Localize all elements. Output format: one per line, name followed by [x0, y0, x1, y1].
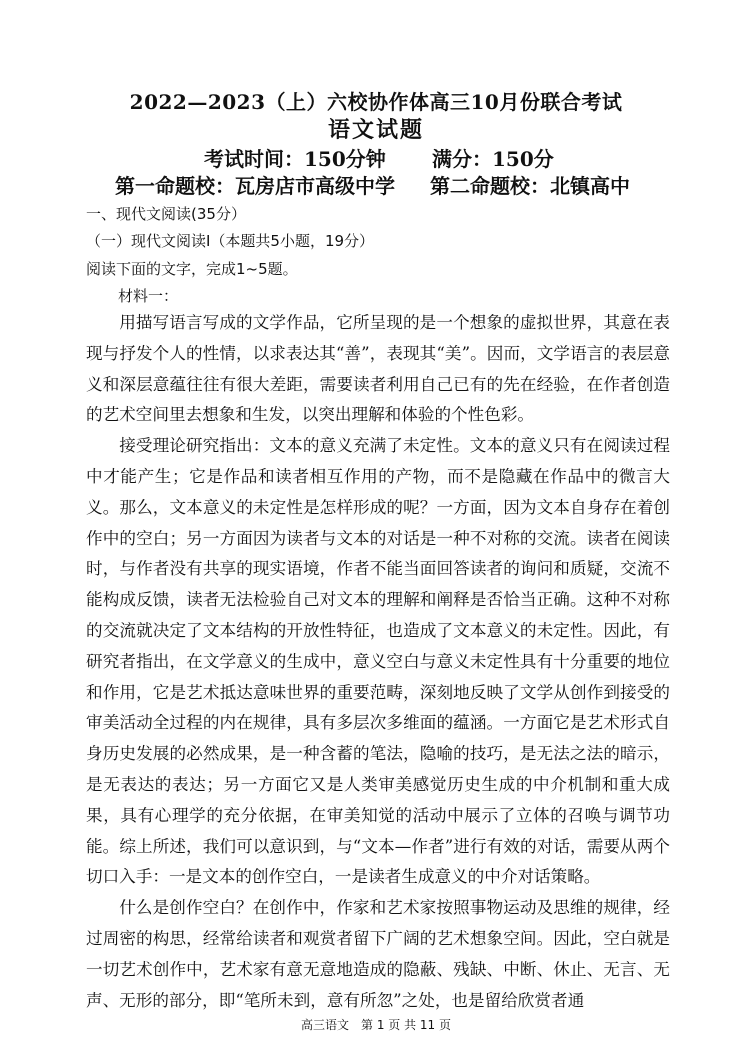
subject-title: 语文试题 — [327, 117, 424, 143]
material-label: 材料一： — [118, 287, 179, 305]
section-subheading: （一）现代文阅读Ⅰ（本题共5小题，19分） — [86, 232, 375, 250]
exam-title: 2022—2023（上）六校协作体高三10月份联合考试 — [129, 90, 623, 114]
paragraph: 接受理论研究指出：文本的意义充满了未定性。文本的意义只有在阅读过程中才能产生；它是作品和读者相互作用的产物，而不是隐藏在作品中的微言大义。那么，文本意义的未定性是怎样形成的呢？一方面，因为文本自身存在着创作中的空白；另一方面因为读者与文本的对话是一种不对称的交流。读者在阅读时，与作者没有共享的现实语境，作者不能当面回答读者的询问和质疑，交流不能构成反馈，读者无法检验自己对文本的理解和阐释是否恰当正确。这种不对称的交流就决定了文本结构的开放性特征，也造成了文本意义的未定性。因此，有研究者指出，在文学意义的生成中，意义空白与意义未定性具有十分重要的地位和作用，它是艺术抵达意味世界的重要范畴，深刻地反映了文学从创作到接受的审美活动全过程的内在规律，具有多层次多维面的蕴涵。一方面它是艺术形式自身历史发展的必然成果，是一种含蓄的笔法，隐喻的技巧，是无法之法的暗示，是无表达的表达；另一方面它又是人类审美感觉历史生成的中介机制和重大成果，具有心理学的充分依据，在审美知觉的活动中展示了立体的召唤与调节功能。综上所述，我们可以意识到，与“文本—作者”进行有效的对话，需要从两个切口入手：一是文本的创作空白，一是读者生成意义的中介对话策略。 — [86, 436, 670, 887]
first-school: 第一命题校：瓦房店市高级中学 — [115, 174, 395, 198]
instruction: 阅读下面的文字，完成1~5题。 — [86, 260, 298, 278]
second-school: 第二命题校：北镇高中 — [430, 174, 630, 198]
page-footer: 高三语文 第 1 页 共 11 页 — [301, 1018, 451, 1032]
exam-time: 考试时间：150分钟 — [204, 147, 386, 171]
paragraph: 用描写语言写成的文学作品，它所呈现的是一个想象的虚拟世界，其意在表现与抒发个人的性情，以求表达其“善”，表现其“美”。因而，文学语言的表层意义和深层意蕴往往有很大差距，需要读者利用自己已有的先在经验，在作者创造的艺术空间里去想象和生发，以突出理解和体验的个性色彩。 — [86, 313, 670, 425]
full-score: 满分：150分 — [432, 147, 554, 171]
reading-passage — [86, 308, 670, 1016]
section-heading: 一、现代文阅读(35分） — [86, 205, 246, 223]
paragraph: 什么是创作空白？在创作中，作家和艺术家按照事物运动及思维的规律，经过周密的构思，经常给读者和观赏者留下广阔的艺术想象空间。因此，空白就是一切艺术创作中，艺术家有意无意地造成的隐蔽、残缺、中断、休止、无言、无声、无形的部分，即“笔所未到，意有所忽”之处，也是留给欣赏者通 — [86, 898, 670, 1010]
